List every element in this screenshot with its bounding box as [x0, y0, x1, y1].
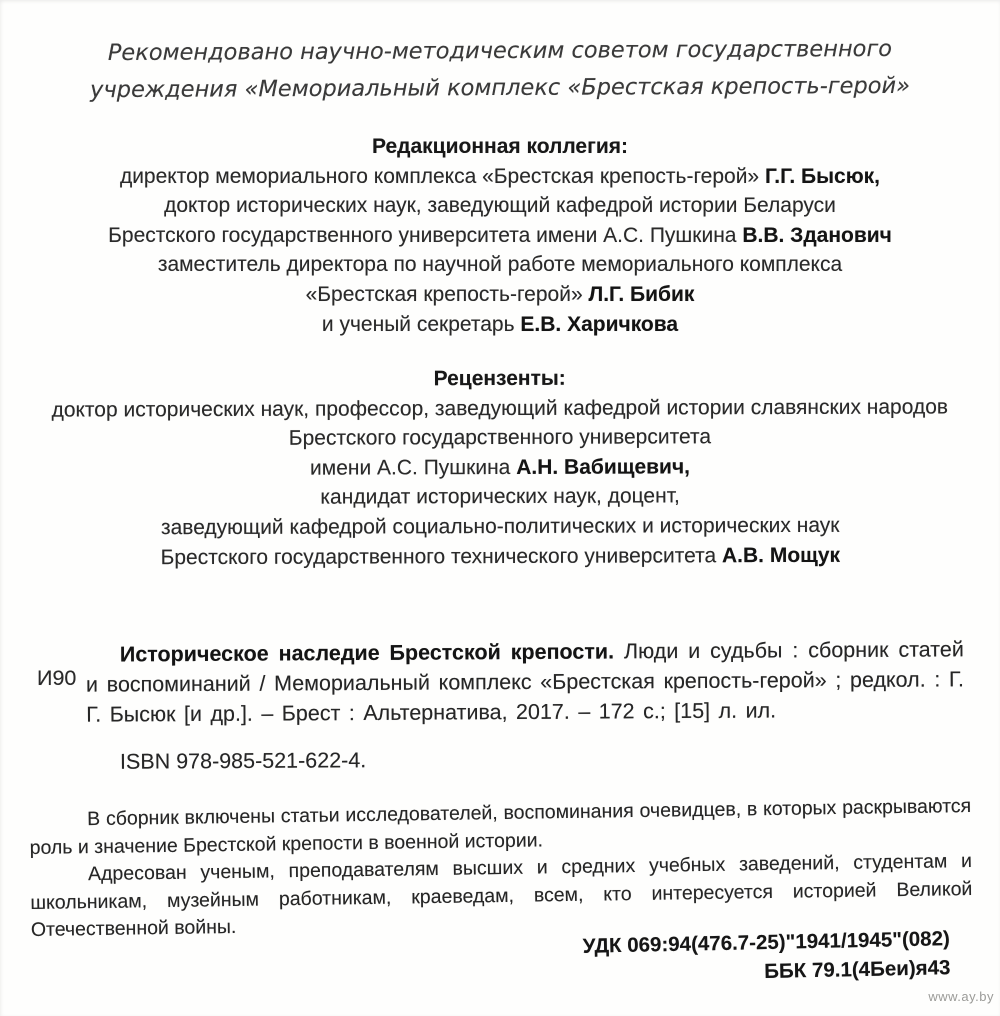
editorial-line-text: Брестского государственного университета имени А.С. Пушкина [108, 223, 737, 247]
reviewer-line [0, 540, 1000, 573]
reviewer-name: А.Н. Вабищевич, [516, 455, 691, 479]
recommendation-line-2: учреждения «Мемориальный комплекс «Брестская крепость-герой» [90, 72, 911, 104]
annotation-paragraph-2: Адресован ученым, преподавателям высших и средних учебных заведений, студентам и школьникам, музейным работникам, краеведам, всем, кто интересуется историей Великой Отечественной войны. [30, 850, 973, 941]
site-watermark: www.ay.by [928, 989, 994, 1004]
reviewer-line-text: доктор исторических наук, профессор, заведующий кафедрой истории славянских народов [51, 395, 949, 422]
classification-codes [582, 925, 950, 990]
recommendation-note [0, 30, 1000, 109]
editorial-line [0, 221, 1000, 251]
editorial-line-text: «Брестская крепость-герой» [305, 282, 583, 306]
editorial-line [0, 280, 1000, 310]
bbk-code: ББК 79.1(4Беи)я43 [763, 955, 951, 983]
reviewer-line-text: имени А.С. Пушкина [309, 455, 511, 480]
editorial-line-text: заместитель директора по научной работе мемориального комплекса [157, 253, 843, 277]
editorial-member-name: Г.Г. Бысюк, [764, 164, 881, 188]
reviewer-line-text: Брестского государственного университета [288, 425, 712, 450]
reviewer-line [0, 451, 1000, 484]
isbn-number: ISBN 978-985-521-622-4. [119, 748, 367, 774]
reviewer-line-text: Брестского государственного технического университета [160, 543, 717, 569]
editorial-line [0, 250, 1000, 280]
editorial-member-name: Е.В. Харичкова [520, 312, 679, 336]
editorial-member-name: Л.Г. Бибик [588, 282, 695, 306]
editorial-board-heading: Редакционная коллегия: [372, 135, 628, 158]
reviewer-line [0, 481, 1000, 514]
reviewer-line [0, 421, 1000, 454]
editorial-line-text: и ученый секретарь [321, 312, 515, 336]
reviewer-line-text: кандидат исторических наук, доцент, [320, 484, 680, 510]
reviewers-section [0, 362, 1000, 573]
catalog-entry-title: Историческое наследие Брестской крепости. [119, 639, 615, 667]
catalog-entry-description: Люди и судьбы : сборник статей и воспоминаний / Мемориальный комплекс «Брестская крепость-герой» ; редкол. : Г. Г. Бысюк [и др.]. – Брест : Альтернатива, 2017. – 172 с.; [15] л. ил. [85, 637, 965, 727]
reviewer-name: А.В. Мощук [721, 543, 841, 567]
editorial-line-text: доктор исторических наук, заведующий кафедрой истории Беларуси [164, 194, 836, 218]
udk-code: УДК 069:94(476.7-25)"1941/1945"(082) [582, 927, 950, 958]
reviewer-line [0, 510, 1000, 543]
editorial-line [0, 310, 1000, 340]
editorial-line [0, 162, 1000, 192]
annotation-paragraph-1: В сборник включены статьи исследователей, воспоминания очевидцев, в которых раскрываются роль и значение Брестской крепости в военной истории. [29, 795, 972, 859]
annotation-section [29, 793, 973, 944]
catalog-entry [86, 634, 965, 729]
editorial-member-name: В.В. Зданович [742, 223, 892, 247]
editorial-board-section [0, 132, 1000, 339]
catalog-index-code: И90 [37, 666, 77, 690]
editorial-line [0, 191, 1000, 221]
reviewer-line [0, 392, 1000, 425]
reviewer-line-text: заведующий кафедрой социально-политических и исторических наук [160, 513, 840, 540]
editorial-line-text: директор мемориального комплекса «Брестская крепость-герой» [119, 164, 760, 188]
recommendation-line-1: Рекомендовано научно-методическим советом государственного [107, 35, 893, 67]
reviewers-heading: Рецензенты: [433, 366, 566, 391]
